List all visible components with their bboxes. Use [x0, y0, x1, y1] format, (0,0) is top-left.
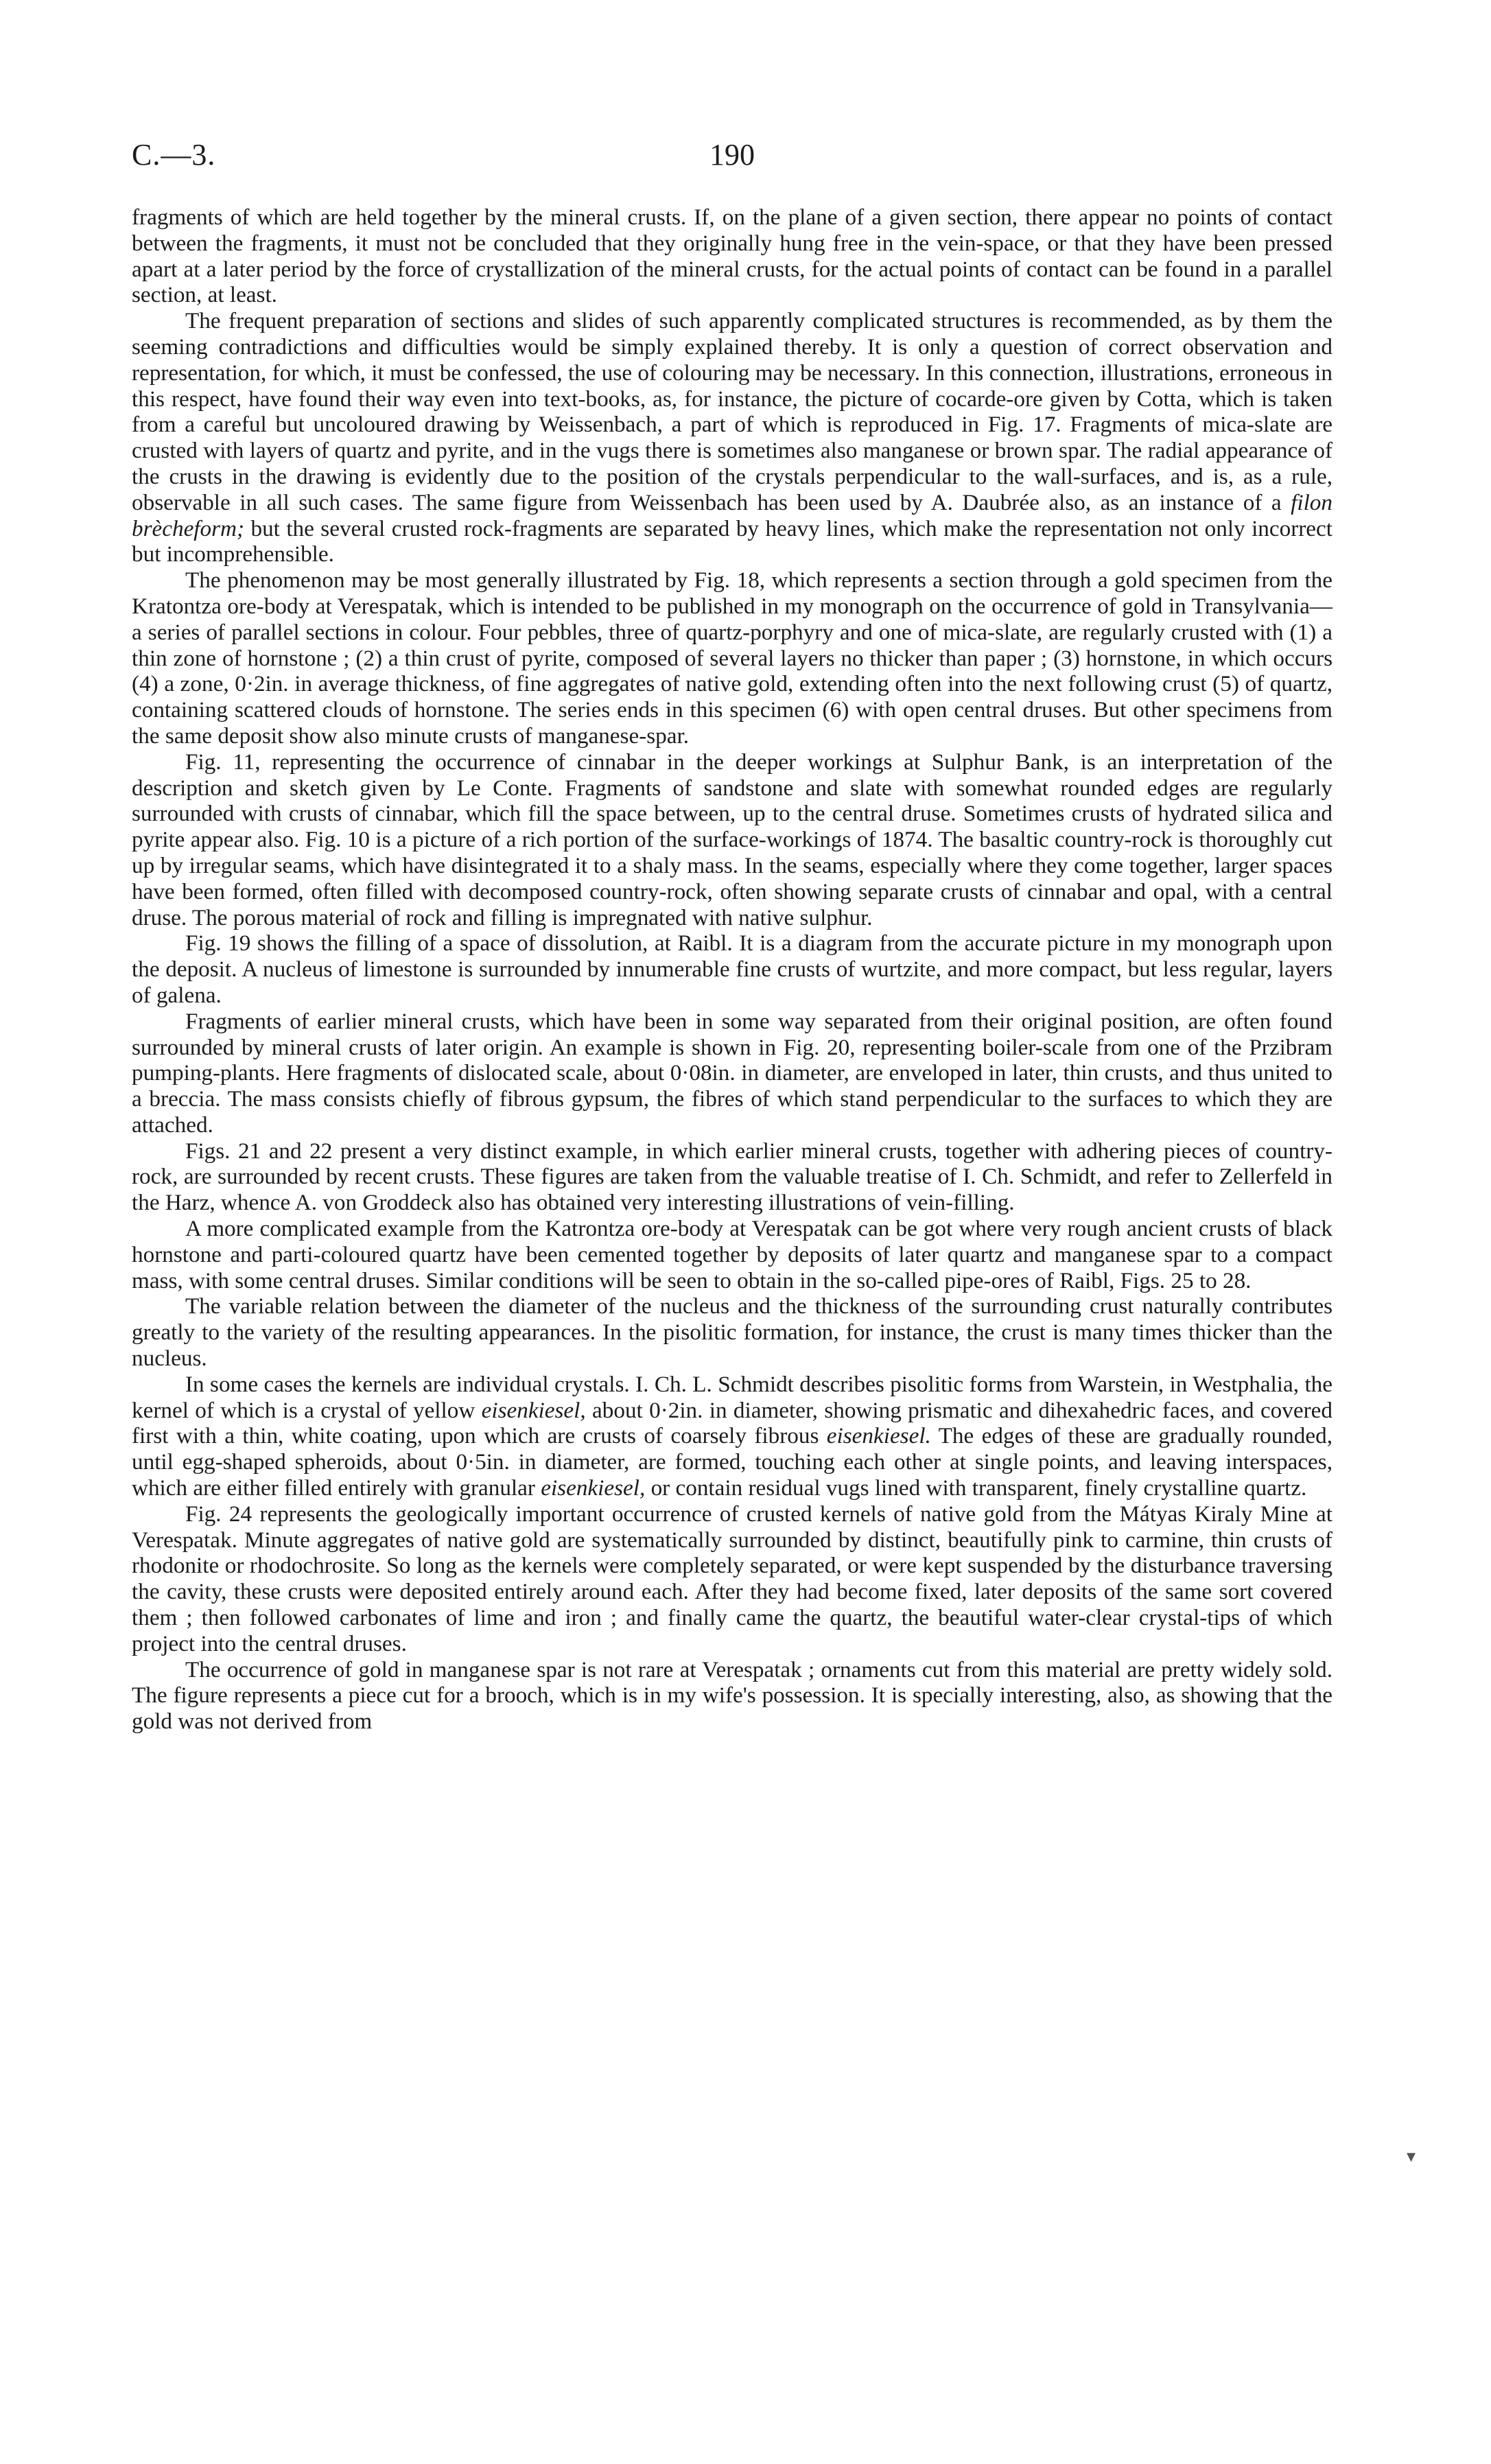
- paragraph-text: The frequent preparation of sections and slides of such apparently complicated structures is recommended, as by them the seeming contradictions and difficulties would be simply explained thereby. It is only a question of correct observation and representation, for which, it must be confessed, the use of colouring may be necessary. In this connection, illustrations, erroneous in this respect, have found their way even into text-books, as, for instance, the picture of cocarde-ore given by Cotta, which is taken from a careful but uncoloured drawing by Weissenbach, a part of which is reproduced in Fig. 17. Fragments of mica-slate are crusted with layers of quartz and pyrite, and in the vugs there is sometimes also manganese or brown spar. The radial appearance of the crusts in the drawing is evidently due to the position of the crystals perpendicular to the wall-surfaces, and is, as a rule, observable in all such cases. The same figure from Weissenbach has been used by A. Daubrée also, as an instance of a: [132, 308, 1332, 515]
- paragraph: [132, 1372, 1332, 1501]
- body-text: [132, 204, 1332, 1735]
- paragraph: [132, 308, 1332, 567]
- paragraph: [132, 930, 1332, 1008]
- italic-term: eisenkiesel.: [826, 1423, 931, 1449]
- paragraph: [132, 1216, 1332, 1293]
- paragraph-text: Fig. 19 shows the filling of a space of dissolution, at Raibl. It is a diagram from the accurate picture in my monograph upon the deposit. A nucleus of limestone is surrounded by innumerable fine crusts of wurtzite, and more compact, but less regular, layers of galena.: [132, 930, 1332, 1008]
- paragraph-text: The phenomenon may be most generally illustrated by Fig. 18, which represents a section through a gold specimen from the Kratontza ore-body at Verespatak, which is intended to be published in my monograph on the occurrence of gold in Transylvania—a series of parallel sections in colour. Four pebbles, three of quartz-porphyry and one of mica-slate, are regularly crusted with (1) a thin zone of hornstone ; (2) a thin crust of pyrite, composed of several layers no thicker than paper ; (3) hornstone, in which occurs (4) a zone, 0·2in. in average thickness, of fine aggregates of native gold, extending often into the next following crust (5) of quartz, containing scattered clouds of hornstone. The series ends in this specimen (6) with open central druses. But other specimens from the same deposit show also minute crusts of manganese-spar.: [132, 567, 1332, 749]
- paragraph-text: The occurrence of gold in manganese spar is not rare at Verespatak ; ornaments cut from this material are pretty widely sold. The figure represents a piece cut for a brooch, which is in my wife's possession. It is specially interesting, also, as showing that the gold was not derived from: [132, 1656, 1332, 1735]
- italic-term: eisenkiesel,: [481, 1397, 586, 1423]
- margin-mark: ▾: [1407, 2146, 1416, 2166]
- paragraph: [132, 1293, 1332, 1371]
- paragraph-text: The variable relation between the diameter of the nucleus and the thickness of the surrounding crust naturally contributes greatly to the variety of the resulting appearances. In the pisolitic formation, for instance, the crust is many times thicker than the nucleus.: [132, 1293, 1332, 1372]
- paragraph-text: or contain residual vugs lined with transparent, finely crystalline quartz.: [645, 1475, 1307, 1501]
- paragraph-text: about 0·2in. in diameter, showing prismatic and dihexahedric faces, and covered first with a thin, white coating, upon which are crusts of coarsely fibrous: [132, 1397, 1332, 1449]
- paragraph-text: Figs. 21 and 22 present a very distinct example, in which earlier mineral crusts, together with adhering pieces of country-rock, are surrounded by recent crusts. These figures are taken from the valuable treatise of I. Ch. Schmidt, and refer to Zellerfeld in the Harz, whence A. von Groddeck also has obtained very interesting illustrations of vein-filling.: [132, 1138, 1332, 1216]
- paragraph: [132, 567, 1332, 749]
- paragraph-text: Fig. 11, representing the occurrence of cinnabar in the deeper workings at Sulphur Bank, is an interpretation of the description and sketch given by Le Conte. Fragments of sandstone and slate with somewhat rounded edges are regularly surrounded with crusts of cinnabar, which fill the space between, up to the central druse. Sometimes crusts of hydrated silica and pyrite appear also. Fig. 10 is a picture of a rich portion of the surface-workings of 1874. The basaltic country-rock is thoroughly cut up by irregular seams, which have disintegrated it to a shaly mass. In the seams, especially where they come together, larger spaces have been formed, often filled with decomposed country-rock, often showing separate crusts of cinnabar and opal, with a central druse. The porous material of rock and filling is impregnated with native sulphur.: [132, 749, 1332, 930]
- italic-term: eisenkiesel,: [541, 1475, 646, 1501]
- paragraph: [132, 749, 1332, 931]
- paragraph-text: Fragments of earlier mineral crusts, which have been in some way separated from their original position, are often found surrounded by mineral crusts of later origin. An example is shown in Fig. 20, representing boiler-scale from one of the Przibram pumping-plants. Here fragments of dislocated scale, about 0·08in. in diameter, are enveloped in later, thin crusts, and thus united to a breccia. The mass consists chiefly of fibrous gypsum, the fibres of which stand perpendicular to the surfaces to which they are attached.: [132, 1008, 1332, 1138]
- paragraph: [132, 204, 1332, 308]
- paragraph: [132, 1501, 1332, 1657]
- page-number: 190: [709, 138, 755, 172]
- paragraph-text: A more complicated example from the Katrontza ore-body at Verespatak can be got where very rough ancient crusts of black hornstone and parti-coloured quartz have been cemented together by deposits of later quartz and manganese spar to a compact mass, with some central druses. Similar conditions will be seen to obtain in the so-called pipe-ores of Raibl, Figs. 25 to 28.: [132, 1216, 1332, 1293]
- paragraph-text: fragments of which are held together by the mineral crusts. If, on the plane of a given section, there appear no points of contact between the fragments, it must not be concluded that they originally hung free in the vein-space, or that they have been pressed apart at a later period by the force of crystallization of the mineral crusts, for the actual points of contact can be found in a parallel section, at least.: [132, 204, 1332, 308]
- paragraph: [132, 1657, 1332, 1735]
- italic-term: filon brècheform;: [132, 489, 1332, 541]
- paragraph-text: The edges of these are gradually rounded, until egg-shaped spheroids, about 0·5in. in diameter, are formed, touching each other at single points, and leaving interspaces, which are either filled entirely with granular: [132, 1423, 1332, 1501]
- section-code: C.—3.: [132, 138, 216, 172]
- paragraph-text: but the several crusted rock-fragments are separated by heavy lines, which make the representation not only incorrect but incomprehensible.: [132, 515, 1332, 567]
- paragraph: [132, 1009, 1332, 1138]
- paragraph-text: Fig. 24 represents the geologically important occurrence of crusted kernels of native gold from the Mátyas Kiraly Mine at Verespatak. Minute aggregates of native gold are systematically surrounded by distinct, beautifully pink to carmine, thin crusts of rhodonite or rhodochrosite. So long as the kernels were completely separated, or were kept suspended by the disturbance traversing the cavity, these crusts were deposited entirely around each. After they had become fixed, later deposits of the same sort covered them ; then followed carbonates of lime and iron ; and finally came the quartz, the beautiful water-clear crystal-tips of which project into the central druses.: [132, 1501, 1332, 1656]
- page-header: [132, 137, 1332, 185]
- paragraph: [132, 1138, 1332, 1216]
- paragraph-text: In some cases the kernels are individual crystals. I. Ch. L. Schmidt describes pisolitic forms from Warstein, in Westphalia, the kernel of which is a crystal of yellow: [132, 1371, 1332, 1423]
